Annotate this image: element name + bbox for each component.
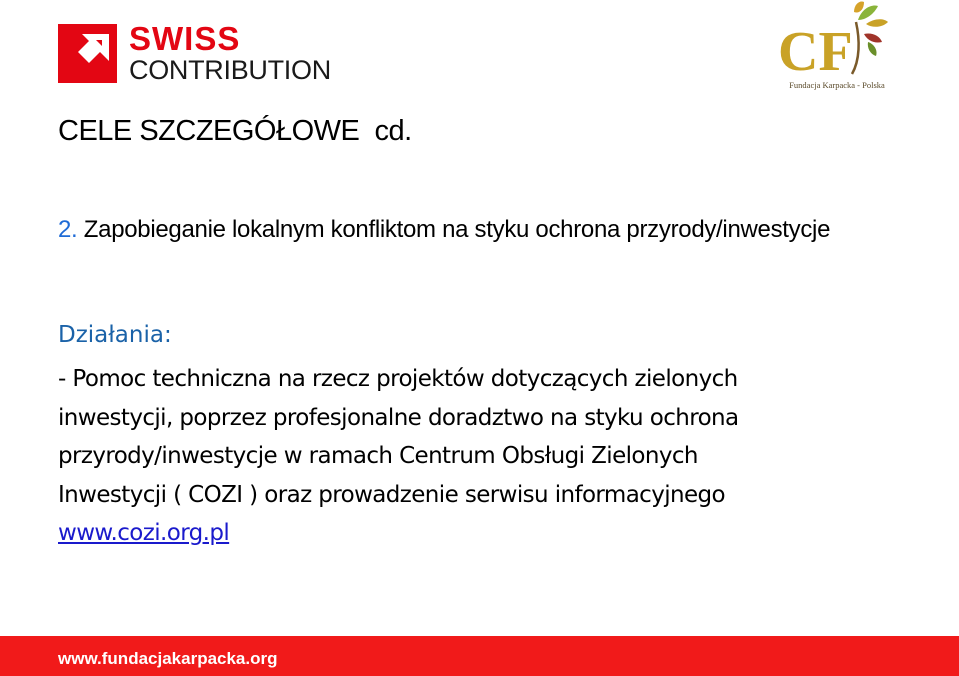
objective-text: Zapobieganie lokalnym konfliktom na styku ochrona przyrody/inwestycje [83,216,831,243]
body-line: - Pomoc techniczna na rzecz projektów dotyczących zielonych [58,366,738,392]
actions-label: Działania: [58,322,172,348]
objective-heading [58,210,858,250]
slide-title: CELE SZCZEGÓŁOWE cd. [58,115,412,147]
cozi-link[interactable]: www.cozi.org.pl [58,520,230,546]
swiss-logo-bottom-text: CONTRIBUTION [129,55,331,85]
body-line: przyrody/inwestycje w ramach Centrum Obsługi Zielonych [58,443,698,469]
footer-bar [0,636,959,676]
body-line: inwestycji, poprzez profesjonalne doradztwo na styku ochrona [58,404,739,431]
actions-body [58,360,918,553]
swiss-logo-top-text: SWISS [129,20,241,57]
cf-logo-caption: Fundacja Karpacka - Polska [789,80,885,90]
cf-logo-letters: CF [778,21,853,83]
swiss-contribution-logo [58,20,358,86]
objective-number: 2. [58,216,78,243]
body-line: Inwestycji ( COZI ) oraz prowadzenie serwisu informacyjnego [58,481,726,508]
swiss-flag-icon [58,24,117,83]
footer-url: www.fundacjakarpacka.org [58,649,278,668]
